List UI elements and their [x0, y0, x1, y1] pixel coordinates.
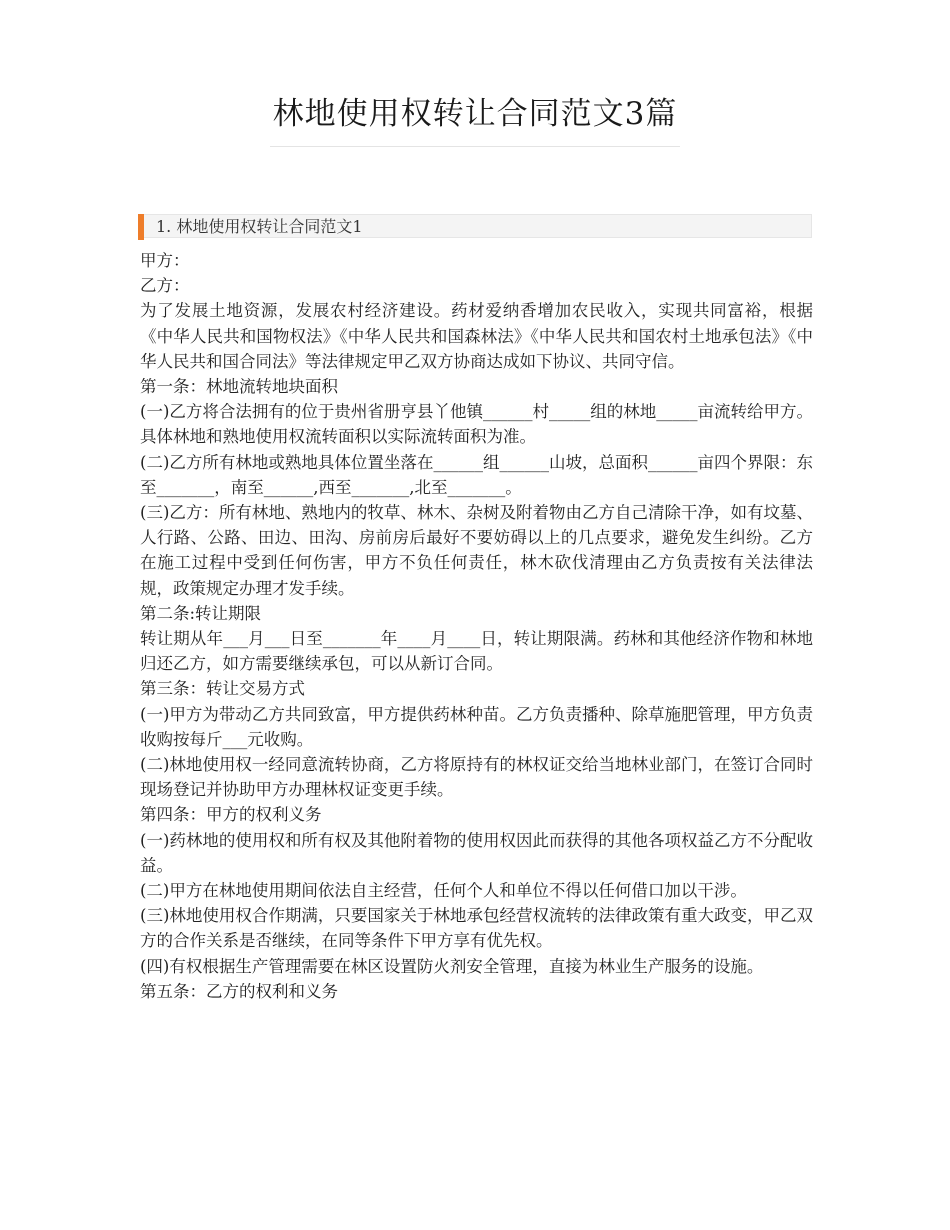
article-5-heading: 第五条：乙方的权利和义务	[140, 981, 338, 1001]
article-4-heading: 第四条：甲方的权利义务	[140, 805, 322, 825]
article-1-clause-1: (一)乙方将合法拥有的位于贵州省册亨县丫他镇______村_____组的林地_____亩流转给甲方。具体林地和熟地使用权流转面积以实际流转面积为准。	[140, 402, 813, 447]
section-accent-bar	[138, 214, 144, 240]
article-4-clause-2: (二)甲方在林地使用期间依法自主经营，任何个人和单位不得以任何借口加以干涉。	[140, 881, 747, 901]
preamble-paragraph: 为了发展土地资源，发展农村经济建设。药材爱纳香增加农民收入，实现共同富裕，根据《中华人民共和国物权法》《中华人民共和国森林法》《中华人民共和国农村土地承包法》《中华人民共和国合同法》等法律规定甲乙双方协商达成如下协议、共同守信。	[140, 301, 813, 371]
party-b-line: 乙方：	[140, 276, 190, 296]
article-4-clause-1: (一)药林地的使用权和所有权及其他附着物的使用权因此而获得的其他各项权益乙方不分配收益。	[140, 830, 813, 875]
article-4-clause-3: (三)林地使用权合作期满，只要国家关于林地承包经营权流转的法律政策有重大政变，甲乙双方的合作关系是否继续，在同等条件下甲方享有优先权。	[140, 906, 813, 951]
title-area	[0, 92, 950, 147]
article-2-heading: 第二条:转让期限	[140, 603, 262, 623]
article-3-clause-1: (一)甲方为带动乙方共同致富，甲方提供药林种苗。乙方负责播种、除草施肥管理，甲方负责收购按每斤___元收购。	[140, 704, 813, 749]
contract-body	[140, 248, 813, 1004]
article-3-clause-2: (二)林地使用权一经同意流转协商，乙方将原持有的林权证交给当地林业部门，在签订合同时现场登记并协助甲方办理林权证变更手续。	[140, 755, 813, 800]
article-2-paragraph: 转让期从年___月___日至_______年____月____日，转让期限满。药林和其他经济作物和林地归还乙方，如方需要继续承包，可以从新订合同。	[140, 629, 813, 674]
article-1-clause-3: (三)乙方：所有林地、熟地内的牧草、林木、杂树及附着物由乙方自己清除干净，如有坟墓、人行路、公路、田边、田沟、房前房后最好不要妨碍以上的几点要求，避免发生纠纷。乙方在施工过程中受到任何伤害，甲方不负任何责任，林木砍伐清理由乙方负责按有关法律法规，政策规定办理才发手续。	[140, 503, 813, 598]
article-1-heading: 第一条：林地流转地块面积	[140, 377, 338, 397]
section-heading-label: 1. 林地使用权转让合同范文1	[156, 217, 363, 236]
section-heading	[138, 214, 812, 238]
party-a-line: 甲方：	[140, 251, 190, 270]
document-title: 林地使用权转让合同范文3篇	[270, 92, 680, 147]
article-1-clause-2: (二)乙方所有林地或熟地具体位置坐落在______组______山坡，总面积______亩四个界限：东至_______，南至______,西至_______,北至_______。	[140, 452, 813, 497]
article-3-heading: 第三条：转让交易方式	[140, 679, 305, 699]
article-4-clause-4: (四)有权根据生产管理需要在林区设置防火剂安全管理，直接为林业生产服务的设施。	[140, 956, 764, 976]
